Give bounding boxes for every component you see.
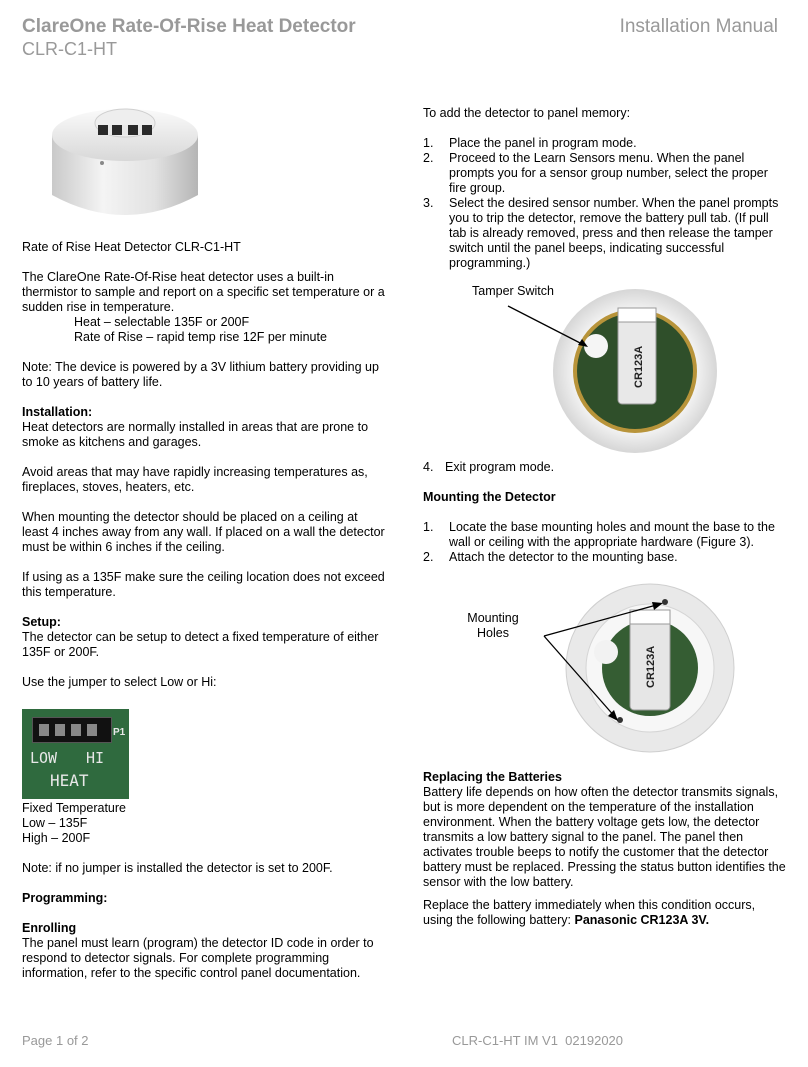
battery-label-tamper: CR123A [633, 345, 645, 388]
battery-label-mounting: CR123A [645, 645, 657, 688]
tamper-switch-photo [478, 288, 718, 458]
enrolling-heading: Enrolling [22, 921, 77, 935]
replacing-section [423, 770, 788, 943]
battery-note: Note: The device is powered by a 3V lithium battery providing up to 10 years of battery life. [22, 360, 379, 389]
tamper-switch-label: Tamper Switch [472, 284, 554, 298]
mounting-steps [423, 520, 788, 565]
document-type: Installation Manual [619, 16, 778, 37]
jumper-photo [22, 709, 129, 799]
list-item: 1. Locate the base mounting holes and mount the base to the wall or ceiling with the appropriate hardware (Figure 3). [423, 520, 775, 549]
battery-model: Panasonic CR123A 3V. [574, 913, 710, 927]
spec-heat: Heat – selectable 135F or 200F [74, 315, 250, 329]
mounting-section [423, 460, 788, 580]
programming-steps [423, 136, 788, 271]
installation-heading: Installation: [22, 405, 93, 419]
jumper-instruction: Use the jumper to select Low or Hi: [22, 675, 217, 689]
photo-caption: Rate of Rise Heat Detector CLR-C1-HT [22, 240, 241, 254]
replacing-heading: Replacing the Batteries [423, 770, 562, 784]
jumper-low-label: LOW [30, 749, 58, 767]
detector-photo [50, 95, 200, 230]
list-item: 2. Attach the detector to the mounting base. [423, 550, 678, 564]
page-number: Page 1 of 2 [22, 1033, 89, 1048]
mounting-holes-photo [520, 580, 750, 760]
setup-text: The detector can be setup to detect a fixed temperature of either 135F or 200F. [22, 630, 379, 659]
fixed-temp-label: Fixed Temperature [22, 801, 126, 815]
add-intro: To add the detector to panel memory: [423, 106, 631, 120]
mounting-heading: Mounting the Detector [423, 490, 556, 504]
right-column [423, 106, 788, 286]
high-temp: High – 200F [22, 831, 91, 845]
programming-heading: Programming: [22, 891, 108, 905]
no-jumper-note: Note: if no jumper is installed the detector is set to 200F. [22, 861, 333, 875]
jumper-heat-label: HEAT [50, 771, 89, 790]
setup-heading: Setup: [22, 615, 61, 629]
ceiling-note: If using as a 135F make sure the ceiling location does not exceed this temperature. [22, 570, 385, 599]
spec-rate-of-rise: Rate of Rise – rapid temp rise 12F per minute [74, 330, 327, 344]
list-item: 3. Select the desired sensor number. When the panel prompts you to trip the detector, remove the battery pull tab. (If pull tab is already removed, press and then release the tamper switch until the panel beeps, indicating successful programming.) [423, 196, 779, 270]
document-title: ClareOne Rate-Of-Rise Heat Detector [22, 16, 356, 37]
mounting-holes-label: Mounting Holes [467, 611, 519, 640]
left-column [22, 240, 387, 996]
enrolling-text: The panel must learn (program) the detector ID code in order to respond to detector signals. For complete programming information, refer to the specific control panel documentation. [22, 936, 374, 980]
mounting-guidance: When mounting the detector should be placed on a ceiling at least 4 inches away from any wall. If placed on a wall the detector must be within 6 inches if the ceiling. [22, 510, 385, 554]
installation-text: Heat detectors are normally installed in areas that are prone to smoke as kitchens and garages. [22, 420, 369, 449]
replacing-text: Battery life depends on how often the detector transmits signals, but is more dependent on the temperature of the installation environment. When the battery voltage gets low, the detector transmits a low battery signal to the panel. The panel then activates trouble beeps to notify the customer that the detector battery must be replaced. Pressing the status button identifies the sensor with the low battery. [423, 785, 786, 889]
avoid-text: Avoid areas that may have rapidly increasing temperatures as, fireplaces, stoves, heaters, etc. [22, 465, 368, 494]
jumper-p1-label: P1 [113, 727, 126, 738]
jumper-header [32, 717, 112, 743]
list-item: 1. Place the panel in program mode. [423, 136, 637, 150]
low-temp: Low – 135F [22, 816, 88, 830]
list-item: 2. Proceed to the Learn Sensors menu. When the panel prompts you for a sensor group number, select the proper fire group. [423, 151, 768, 195]
jumper-hi-label: HI [86, 749, 105, 767]
exit-step [423, 460, 788, 475]
replace-instruction: Replace the battery immediately when this condition occurs, using the following battery: Panasonic CR123A 3V. [423, 898, 756, 927]
model-number: CLR-C1-HT [22, 39, 118, 59]
document-id: CLR-C1-HT IM V1 02192020 [452, 1033, 624, 1048]
intro-paragraph: The ClareOne Rate-Of-Rise heat detector uses a built-in thermistor to sample and report on a specific set temperature or a sudden rise in temperature. [22, 270, 385, 314]
list-item: 4. Exit program mode. [423, 460, 555, 474]
